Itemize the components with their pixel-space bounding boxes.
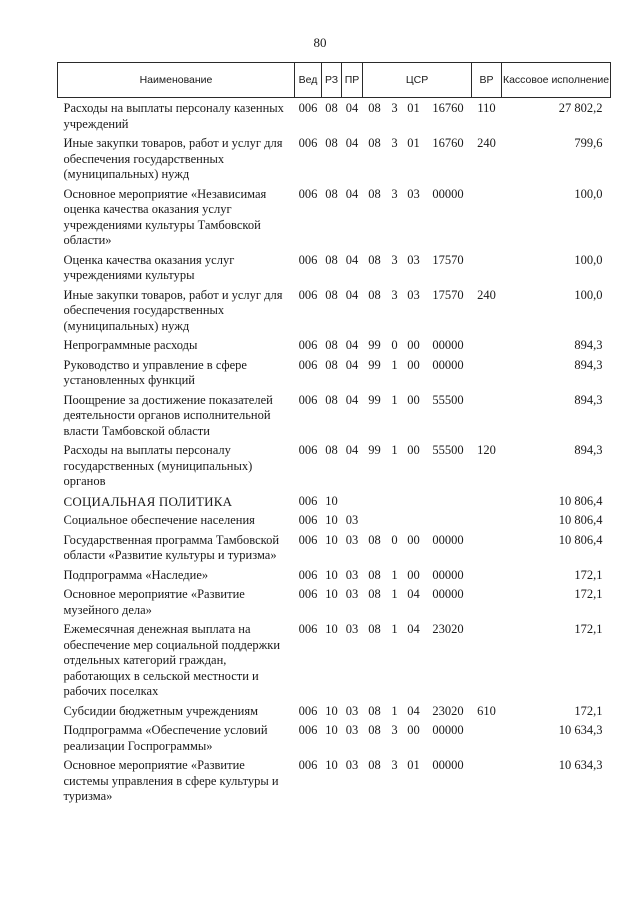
table-row [58,393,611,444]
header-name: Наименование [58,63,295,98]
row-csr-program: 08 [368,101,381,115]
row-sum: 172,1 [574,622,603,636]
row-pr: 04 [345,392,359,407]
row-sum: 894,3 [574,392,603,407]
row-sum: 100,0 [574,186,603,201]
row-csr-event: 04 [407,703,420,718]
row-csr-event: 00 [407,567,420,582]
row-csr-subprogram: 1 [391,357,398,372]
row-rz: 10 [325,567,338,582]
row-name: Основное мероприятие «Развитие музейного дела» [63,587,245,617]
row-rz: 10 [325,622,338,636]
row-ved: 006 [298,252,318,267]
row-csr-subprogram: 1 [391,567,398,582]
row-csr-program [363,494,387,514]
row-csr-subprogram [387,494,403,514]
row-csr-subprogram: 1 [391,622,398,636]
row-csr-program: 99 [368,443,381,457]
row-vr [472,587,502,622]
row-ved: 006 [298,723,318,737]
row-rz: 10 [325,758,338,772]
row-name: Оценка качества оказания услуг учреждениями культуры [63,252,235,282]
row-rz: 10 [325,723,338,737]
row-vr [472,533,502,568]
header-sum: Кассовое исполнение [502,63,611,98]
row-rz: 08 [325,338,338,352]
row-rz: 10 [325,513,338,527]
header-pr: ПР [342,63,363,98]
row-csr-direction: 17570 [432,252,464,267]
row-sum: 799,6 [574,136,603,150]
row-vr [472,358,502,393]
row-sum: 27 802,2 [558,101,603,115]
row-csr-program: 08 [368,287,381,302]
row-csr-direction: 00000 [432,758,464,772]
row-pr [342,494,363,514]
row-vr [472,253,502,288]
row-rz: 10 [325,587,338,601]
row-pr: 03 [345,758,359,772]
row-csr-direction: 00000 [432,532,464,547]
row-sum: 172,1 [574,703,603,718]
row-ved: 006 [298,287,318,302]
row-sum: 10 806,4 [558,513,603,527]
row-sum: 894,3 [574,357,603,372]
row-csr-direction [425,494,472,514]
row-sum: 172,1 [574,587,603,601]
row-csr-program: 99 [368,357,381,372]
table-row [58,338,611,358]
row-pr: 04 [345,287,359,302]
table-row [58,587,611,622]
row-rz: 08 [325,443,338,457]
row-csr-event: 00 [407,443,420,457]
header-vr: ВР [472,63,502,98]
row-sum: 100,0 [574,252,603,267]
row-ved: 006 [298,338,318,352]
row-vr: 110 [477,101,496,115]
table-row [58,704,611,724]
row-vr [472,187,502,253]
row-name: Расходы на выплаты персоналу государственных (муниципальных) органов [63,443,253,488]
table-row [58,288,611,339]
row-name: Основное мероприятие «Развитие системы управления в сфере культуры и туризма» [63,758,279,803]
row-name: Субсидии бюджетным учреждениям [63,703,259,718]
row-csr-direction: 16760 [432,136,464,150]
row-ved: 006 [298,186,318,201]
table-row [58,568,611,588]
row-sum: 894,3 [574,443,603,457]
row-sum: 100,0 [574,287,603,302]
row-vr [472,758,502,809]
row-csr-direction [425,513,472,533]
row-csr-subprogram: 3 [391,758,398,772]
row-csr-direction: 23020 [432,703,464,718]
row-pr: 04 [345,338,359,352]
row-csr-event: 03 [407,287,420,302]
row-csr-direction: 00000 [432,587,464,601]
row-csr-event: 04 [407,587,420,601]
row-name: Социальное обеспечение населения [63,513,255,527]
row-rz: 08 [325,392,338,407]
row-vr [472,393,502,444]
row-ved: 006 [298,567,318,582]
row-csr-event: 03 [407,252,420,267]
row-csr-program: 99 [368,338,381,352]
row-pr: 03 [345,532,359,547]
row-ved: 006 [298,622,318,636]
row-csr-subprogram: 1 [391,587,398,601]
row-name: Основное мероприятие «Независимая оценка качества оказания услуг учреждениями культуры Тамбовской области» [63,186,267,247]
row-rz: 08 [325,357,338,372]
row-csr-event: 01 [407,758,420,772]
row-csr-subprogram: 3 [391,723,398,737]
table-row [58,723,611,758]
row-csr-program: 08 [368,252,381,267]
row-csr-subprogram: 1 [391,443,398,457]
row-csr-event: 01 [407,136,420,150]
row-csr-program: 08 [368,532,381,547]
row-name: Иные закупки товаров, работ и услуг для обеспечения государственных (муниципальных) нужд [63,136,283,181]
row-ved: 006 [298,703,318,718]
row-csr-subprogram: 1 [391,392,398,407]
row-name: Поощрение за достижение показателей деятельности органов исполнительной власти Тамбовской области [63,392,273,438]
row-vr [472,513,502,533]
header-ved: Вед [295,63,322,98]
row-vr: 610 [477,703,496,718]
row-pr: 03 [345,703,359,718]
row-name: Подпрограмма «Обеспечение условий реализации Госпрограммы» [63,723,268,753]
row-csr-subprogram: 3 [391,101,398,115]
row-vr: 120 [477,443,496,457]
row-pr: 04 [345,186,359,201]
row-csr-event: 00 [407,392,420,407]
row-pr: 03 [345,622,359,636]
table-row [58,253,611,288]
row-vr [472,338,502,358]
table-row [58,187,611,253]
row-csr-program: 08 [368,622,381,636]
row-pr: 04 [345,136,359,150]
row-sum: 10 634,3 [558,723,603,737]
row-rz: 08 [325,136,338,150]
row-csr-direction: 00000 [432,567,464,582]
row-csr-direction: 17570 [432,287,464,302]
row-ved: 006 [298,136,318,150]
row-ved: 006 [298,513,318,527]
row-csr-event [403,513,425,533]
row-csr-event: 00 [407,338,420,352]
row-csr-subprogram: 3 [391,136,398,150]
row-rz: 08 [325,252,338,267]
row-csr-program: 08 [368,136,381,150]
row-vr: 240 [477,136,496,150]
row-csr-event: 03 [407,186,420,201]
row-rz: 10 [325,532,338,547]
row-csr-direction: 55500 [432,443,464,457]
header-csr: ЦСР [363,63,472,98]
row-csr-subprogram: 0 [391,338,398,352]
row-csr-subprogram: 1 [391,703,398,718]
row-csr-direction: 00000 [432,338,464,352]
row-name: Подпрограмма «Наследие» [63,567,209,582]
row-vr [472,568,502,588]
row-vr: 240 [477,287,496,302]
row-csr-direction: 23020 [432,622,464,636]
row-pr: 04 [345,443,359,457]
table-row [58,358,611,393]
row-csr-event [403,494,425,514]
row-csr-direction: 00000 [432,723,464,737]
row-pr: 03 [345,723,359,737]
row-csr-event: 04 [407,622,420,636]
row-rz: 10 [325,493,338,508]
row-name: Государственная программа Тамбовской области «Развитие культуры и туризма» [63,532,280,562]
row-rz: 10 [325,703,338,718]
row-csr-event: 01 [407,101,420,115]
budget-table [57,62,611,809]
row-name: Иные закупки товаров, работ и услуг для обеспечения государственных (муниципальных) нужд [63,287,283,333]
row-pr: 03 [345,513,359,527]
row-pr: 03 [345,567,359,582]
row-sum: 10 634,3 [558,758,603,772]
row-ved: 006 [298,532,318,547]
row-sum: 172,1 [574,567,603,582]
row-ved: 006 [298,392,318,407]
row-csr-subprogram: 3 [391,287,398,302]
row-pr: 03 [345,587,359,601]
row-ved: 006 [298,443,318,457]
row-rz: 08 [325,287,338,302]
row-pr: 04 [345,252,359,267]
table-row [58,533,611,568]
row-csr-program: 08 [368,758,381,772]
row-name: Расходы на выплаты персоналу казенных учреждений [63,101,284,131]
row-csr-event: 00 [407,723,420,737]
row-csr-direction: 55500 [432,392,464,407]
row-ved: 006 [298,357,318,372]
table-row [58,98,611,137]
row-csr-program: 08 [368,703,381,718]
header-rz: РЗ [322,63,342,98]
table-row [58,494,611,514]
table-row [58,513,611,533]
row-vr [472,494,502,514]
row-csr-program: 08 [368,186,381,201]
row-name: Ежемесячная денежная выплата на обеспечение мер социальной поддержки отдельных категорий граждан, работающих в сельской местности и рабочих поселках [63,622,281,698]
row-csr-program: 99 [368,392,381,407]
row-csr-subprogram: 3 [391,252,398,267]
row-csr-direction: 16760 [432,101,464,115]
table-row [58,622,611,704]
table-row [58,443,611,494]
row-name: Руководство и управление в сфере установленных функций [63,357,247,387]
row-rz: 08 [325,101,338,115]
table-header-row [58,63,611,98]
table-row [58,758,611,809]
row-rz: 08 [325,186,338,201]
row-csr-subprogram: 3 [391,186,398,201]
row-name: Непрограммные расходы [63,338,198,352]
row-csr-subprogram: 0 [391,532,398,547]
row-csr-program: 08 [368,723,381,737]
row-sum: 10 806,4 [558,532,603,547]
row-csr-event: 00 [407,532,420,547]
page-number: 80 [313,35,327,50]
row-csr-event: 00 [407,357,420,372]
row-sum: 894,3 [574,338,603,352]
row-csr-program: 08 [368,587,381,601]
row-csr-direction: 00000 [432,186,464,201]
row-ved: 006 [298,758,318,772]
row-ved: 006 [298,101,318,115]
row-csr-program [363,513,387,533]
row-sum: 10 806,4 [558,493,603,508]
row-csr-direction: 00000 [432,357,464,372]
row-vr [472,723,502,758]
row-pr: 04 [345,101,359,115]
row-ved: 006 [298,493,318,508]
row-vr [472,622,502,704]
row-pr: 04 [345,357,359,372]
table-row [58,136,611,187]
row-ved: 006 [298,587,318,601]
row-name: СОЦИАЛЬНАЯ ПОЛИТИКА [63,493,233,509]
row-csr-subprogram [387,513,403,533]
row-csr-program: 08 [368,567,381,582]
